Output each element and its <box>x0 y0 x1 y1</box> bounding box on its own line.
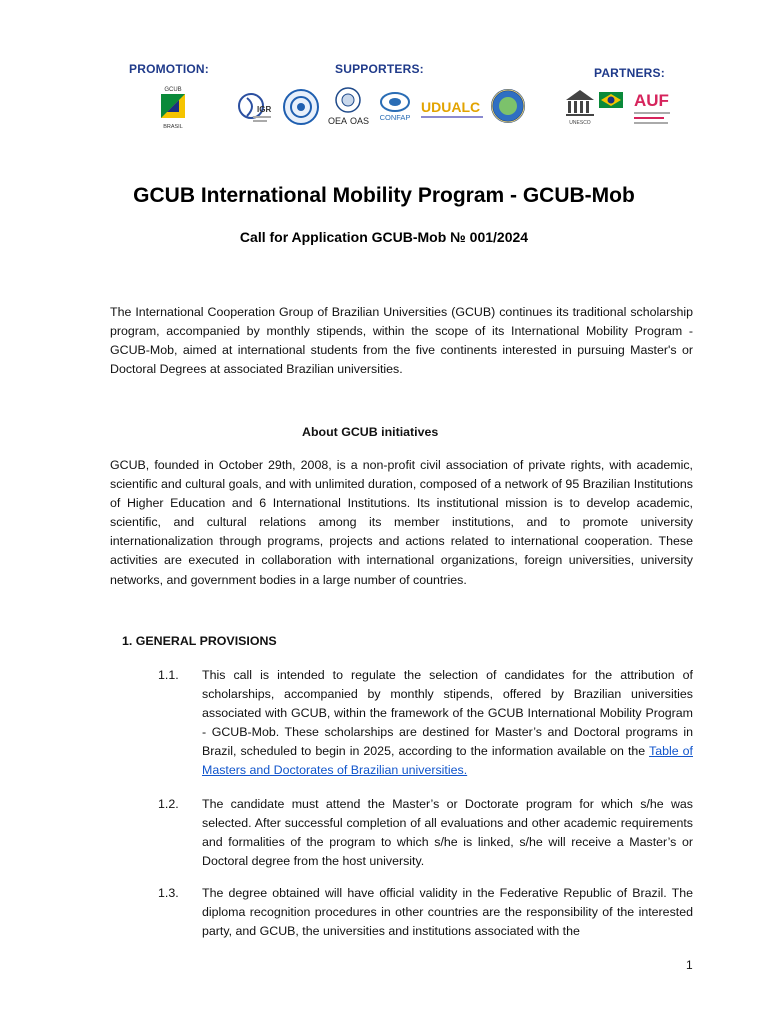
svg-text:CONFAP: CONFAP <box>379 113 411 122</box>
igr-logo <box>237 88 275 128</box>
promotion-label: PROMOTION: <box>129 62 209 76</box>
auf-logo <box>632 88 682 128</box>
svg-text:UNESCO: UNESCO <box>569 120 591 126</box>
provision-text: The degree obtained will have official validity in the Federative Republic of Brazil. The diploma recognition procedures in other countries are the responsibility of the interested party, and GCUB, the universities and institutions associated with the <box>202 886 693 939</box>
header-logo-row <box>0 0 768 140</box>
oea-oas-logo <box>326 86 370 128</box>
general-provisions-heading: 1. GENERAL PROVISIONS <box>122 634 277 648</box>
page-number: 1 <box>686 958 693 972</box>
partners-label: PARTNERS: <box>594 66 665 80</box>
svg-text:UDUALC: UDUALC <box>421 99 481 115</box>
about-heading: About GCUB initiatives <box>302 425 439 439</box>
provision-number: 1.3. <box>158 886 179 900</box>
document-subtitle: Call for Application GCUB-Mob № 001/2024 <box>239 229 529 245</box>
confap-logo <box>375 90 415 124</box>
supporters-label: SUPPORTERS: <box>335 62 424 76</box>
provision-1-3 <box>158 884 693 941</box>
svg-text:IGR: IGR <box>257 105 272 114</box>
udualc-logo <box>419 96 487 124</box>
unesco-logo <box>562 86 598 130</box>
about-paragraph: GCUB, founded in October 29th, 2008, is a non-profit civil association of private rights, with academic, scientific and cultural goals, and with unlimited duration, composed of a network of 95 Brazilian Institutions of Higher Education and 6 International Institutions. Its institutional mission is to develop academic, scientific, and cultural relations among its member institutions, and to promote university internationalization through programs, projects and actions related to international cooperation. These activities are executed in collaboration with international organizations, foreign universities, university networks, and government bodies in a large number of countries. <box>110 458 693 587</box>
provision-number: 1.2. <box>158 797 179 811</box>
svg-text:AUF: AUF <box>634 91 669 110</box>
supporter-globe-logo <box>282 88 320 126</box>
provision-1-2 <box>158 795 693 871</box>
supporter-seal-logo <box>490 88 526 124</box>
svg-text:BRASIL: BRASIL <box>163 124 183 130</box>
provision-text: The candidate must attend the Master’s or Doctorate program for which s/he was selected. After successful completion of all evaluations and other academic requirements and formalities of the program to which s/he is linked, s/he will receive a Master’s or Doctoral degree from the host university. <box>202 797 693 869</box>
document-title: GCUB International Mobility Program - GCUB-Mob <box>133 184 635 207</box>
provision-number: 1.1. <box>158 668 179 682</box>
brazil-flag-icon <box>599 92 623 108</box>
provision-1-1 <box>158 666 693 781</box>
provision-text: This call is intended to regulate the selection of candidates for the attribution of scholarships, accompanied by monthly stipends, offered by Brazilian universities associated with GCUB, within the framework of the GCUB International Mobility Program - GCUB-Mob. These scholarships are destined for Master’s and Doctoral programs in Brazil, scheduled to begin in 2025, according to the information available on the Table of Masters and Doctorates of Brazilian universities. <box>202 668 693 778</box>
svg-text:OAS: OAS <box>350 116 370 126</box>
svg-text:OEA: OEA <box>328 116 348 126</box>
gcub-brasil-logo <box>155 84 191 132</box>
masters-doctorates-table-link[interactable]: Table of Masters and Doctorates of Brazilian universities. <box>202 744 693 778</box>
svg-text:GCUB: GCUB <box>164 87 182 93</box>
intro-paragraph: The International Cooperation Group of Brazilian Universities (GCUB) continues its traditional scholarship program, accompanied by monthly stipends, within the scope of its International Mobility Program - GCUB-Mob, aimed at international students from the five continents interested in pursuing Master's or Doctoral Degrees at associated Brazilian universities. <box>110 305 693 377</box>
